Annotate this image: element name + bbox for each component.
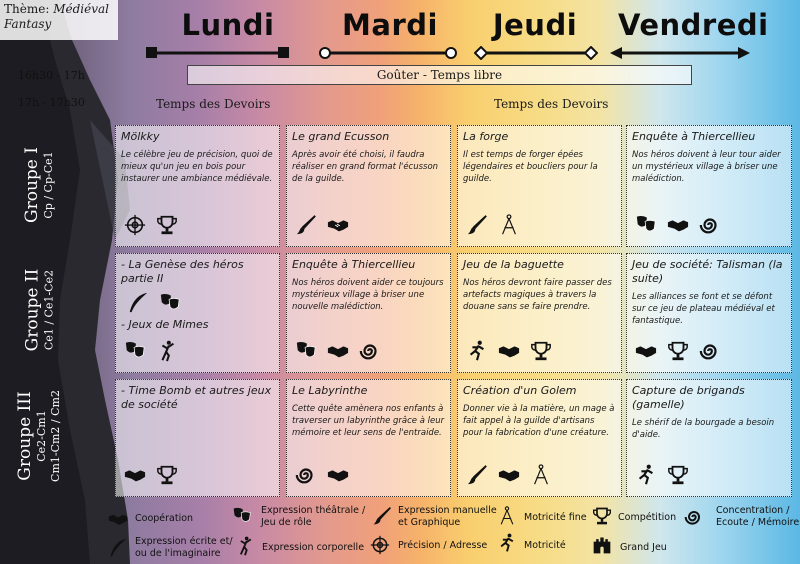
cell-g1-lundi (115, 125, 280, 247)
cell-g1-jeudi (457, 125, 622, 247)
trophy-icon (156, 464, 178, 486)
legend-cooperation: Coopération (135, 513, 194, 524)
legend-motricite-fine: Motricité fine (524, 512, 587, 523)
cell-g2-vendredi (626, 253, 792, 373)
spiral-icon (359, 340, 381, 362)
spiral-icon (699, 214, 721, 236)
cell-g2-lundi (115, 253, 280, 373)
legend-corporelle: Expression corporelle (262, 542, 365, 553)
legend-trophy-icon (592, 506, 612, 526)
activity-title: - Time Bomb et autres jeux de société (121, 384, 272, 411)
cell-g2-jeudi (457, 253, 622, 373)
group-1-name: Groupe I (22, 147, 43, 223)
activity-desc: Nos héros doivent aider ce toujours mystérieux village à briser une nouvelle malédiction. (292, 278, 444, 312)
day-vendredi: Vendredi (618, 8, 769, 42)
trophy-icon (667, 464, 689, 486)
legend-theatre (261, 505, 365, 529)
group-3-classes-2: Cm1-Cm2 / Cm2 (49, 390, 63, 482)
legend-competition: Compétition (618, 512, 677, 523)
cell-g3-vendredi (626, 379, 792, 497)
time-slot-1: 16h30 - 17h (18, 69, 85, 82)
vendredi-underline (610, 46, 750, 60)
handshake-icon (124, 464, 146, 486)
paintbrush-icon (295, 214, 317, 236)
day-jeudi: Jeudi (492, 8, 578, 42)
handshake-icon (635, 340, 657, 362)
trophy-icon (667, 340, 689, 362)
group-3-classes-1: Ce2-Cm1 (35, 410, 49, 462)
devoirs-label-2: Temps des Devoirs (494, 97, 609, 111)
day-mardi: Mardi (342, 8, 438, 42)
paintbrush-icon (466, 214, 488, 236)
group-3-name: Groupe III (15, 391, 36, 481)
activity-title: Capture de brigands (gamelle) (632, 384, 745, 411)
legend-dancer-icon (235, 536, 255, 556)
activity-desc: Donner vie à la matière, un mage à fait appel à la guilde d'artisans pour la fabrication d'une créature. (463, 404, 615, 438)
activity-title-1: - La Genèse des héros partie II (121, 258, 244, 285)
handshake-icon (327, 340, 349, 362)
legend-theatre-1: Expression théâtrale / (261, 505, 366, 516)
legend-manuelle-2: et Graphique (398, 517, 461, 528)
activity-desc: Le shérif de la bourgade a besoin d'aide. (632, 418, 775, 440)
handshake-icon (667, 214, 689, 236)
masks-icon (635, 214, 657, 236)
target-icon (124, 214, 146, 236)
legend-quill-icon (108, 538, 128, 558)
activity-title: Création d'un Golem (463, 384, 577, 397)
activity-title: Jeu de la baguette (463, 258, 564, 271)
lundi-underline (145, 46, 290, 60)
group-2-classes: Ce1 / Ce1-Ce2 (42, 269, 56, 351)
legend-target-icon (370, 535, 390, 555)
trophy-icon (156, 214, 178, 236)
dancer-icon (156, 340, 178, 362)
paintbrush-icon (466, 464, 488, 486)
activity-desc: Il est temps de forger épées légendaires et boucliers pour la guilde. (463, 150, 598, 184)
compass-icon (498, 214, 520, 236)
cell-g3-jeudi (457, 379, 622, 497)
legend-manuelle (398, 505, 497, 529)
runner-icon (466, 340, 488, 362)
group-1-classes: Cp / Cp-Ce1 (42, 151, 56, 219)
time-slot-2: 17h - 17h30 (18, 96, 85, 109)
theme-box (0, 0, 118, 40)
runner-icon (635, 464, 657, 486)
legend-masks-icon (232, 506, 252, 526)
trophy-icon (530, 340, 552, 362)
activity-title-2: - Jeux de Mimes (121, 318, 209, 331)
activity-desc: Après avoir été choisi, il faudra réaliser en grand format l'écusson de la guilde. (292, 150, 439, 184)
spiral-icon (699, 340, 721, 362)
spiral-icon (295, 464, 317, 486)
activity-desc: Le célèbre jeu de précision, quoi de mieux qu'un jeu en bois pour instaurer une ambiance médiévale. (121, 150, 273, 184)
legend-grand-jeu: Grand Jeu (620, 542, 667, 553)
group-2-label (4, 250, 74, 370)
devoirs-label-1: Temps des Devoirs (156, 97, 271, 111)
activity-desc: Les alliances se font et se défont sur ce jeu de plateau médiéval et fantastique. (632, 292, 775, 326)
legend-ecrite (135, 536, 233, 560)
theme-label: Thème: (4, 2, 50, 16)
theme-value-1: Médiéval (53, 2, 109, 16)
masks-icon (295, 340, 317, 362)
cell-g3-lundi (115, 379, 280, 497)
legend-paintbrush-icon (372, 506, 392, 526)
masks-icon (124, 340, 146, 362)
cell-g3-mardi (286, 379, 451, 497)
handshake-icon (498, 340, 520, 362)
legend-theatre-2: Jeu de rôle (261, 517, 312, 528)
activity-title: La forge (463, 130, 509, 143)
handshake-icon (498, 464, 520, 486)
activity-desc: Nos héros devront faire passer des artefacts magiques à travers la douane sans se faire prendre. (463, 278, 612, 312)
legend-runner-icon (497, 533, 517, 553)
activity-title: Le Labyrinthe (292, 384, 368, 397)
activity-title: Jeu de société: Talisman (la suite) (632, 258, 783, 285)
activity-desc: Cette quête amènera nos enfants à traverser un labyrinthe grâce à leur mémoire et leur sens de l'entraide. (292, 404, 445, 438)
masks-icon (159, 292, 181, 314)
legend-castle-icon (592, 535, 612, 555)
group-3-label (4, 376, 74, 496)
activity-desc: Nos héros doivent à leur tour aider un mystérieux village à briser une malédiction. (632, 150, 781, 184)
legend-ecrite-1: Expression écrite et/ (135, 536, 233, 547)
legend-manuelle-1: Expression manuelle (398, 505, 497, 516)
cell-g1-mardi (286, 125, 451, 247)
legend-spiral-icon (684, 507, 704, 527)
legend-concentration (716, 505, 799, 529)
theme-value-2: Fantasy (4, 17, 52, 31)
mardi-underline (318, 46, 458, 60)
activity-title: Le grand Ecusson (292, 130, 390, 143)
activity-title: Enquête à Thiercellieu (632, 130, 756, 143)
cell-g2-mardi (286, 253, 451, 373)
group-2-name: Groupe II (22, 268, 43, 352)
handshake-icon (327, 464, 349, 486)
compass-icon (530, 464, 552, 486)
activity-title: Enquête à Thiercellieu (292, 258, 416, 271)
legend-precision: Précision / Adresse (398, 540, 488, 551)
legend-motricite: Motricité (524, 540, 566, 551)
cell-g1-vendredi (626, 125, 792, 247)
legend-compass-icon (497, 506, 517, 526)
day-lundi: Lundi (181, 8, 275, 42)
jeudi-underline (474, 46, 598, 60)
handshake-icon (327, 214, 349, 236)
quill-icon (127, 292, 149, 314)
activity-title: Mölkky (121, 130, 160, 143)
legend-handshake-icon (108, 509, 128, 529)
legend-concentration-2: Ecoute / Mémoire (716, 517, 800, 528)
legend-ecrite-2: ou de l'imaginaire (135, 548, 221, 559)
group-1-label (4, 125, 74, 245)
gouter-banner: Goûter - Temps libre (187, 65, 692, 85)
legend-concentration-1: Concentration / (716, 505, 790, 516)
